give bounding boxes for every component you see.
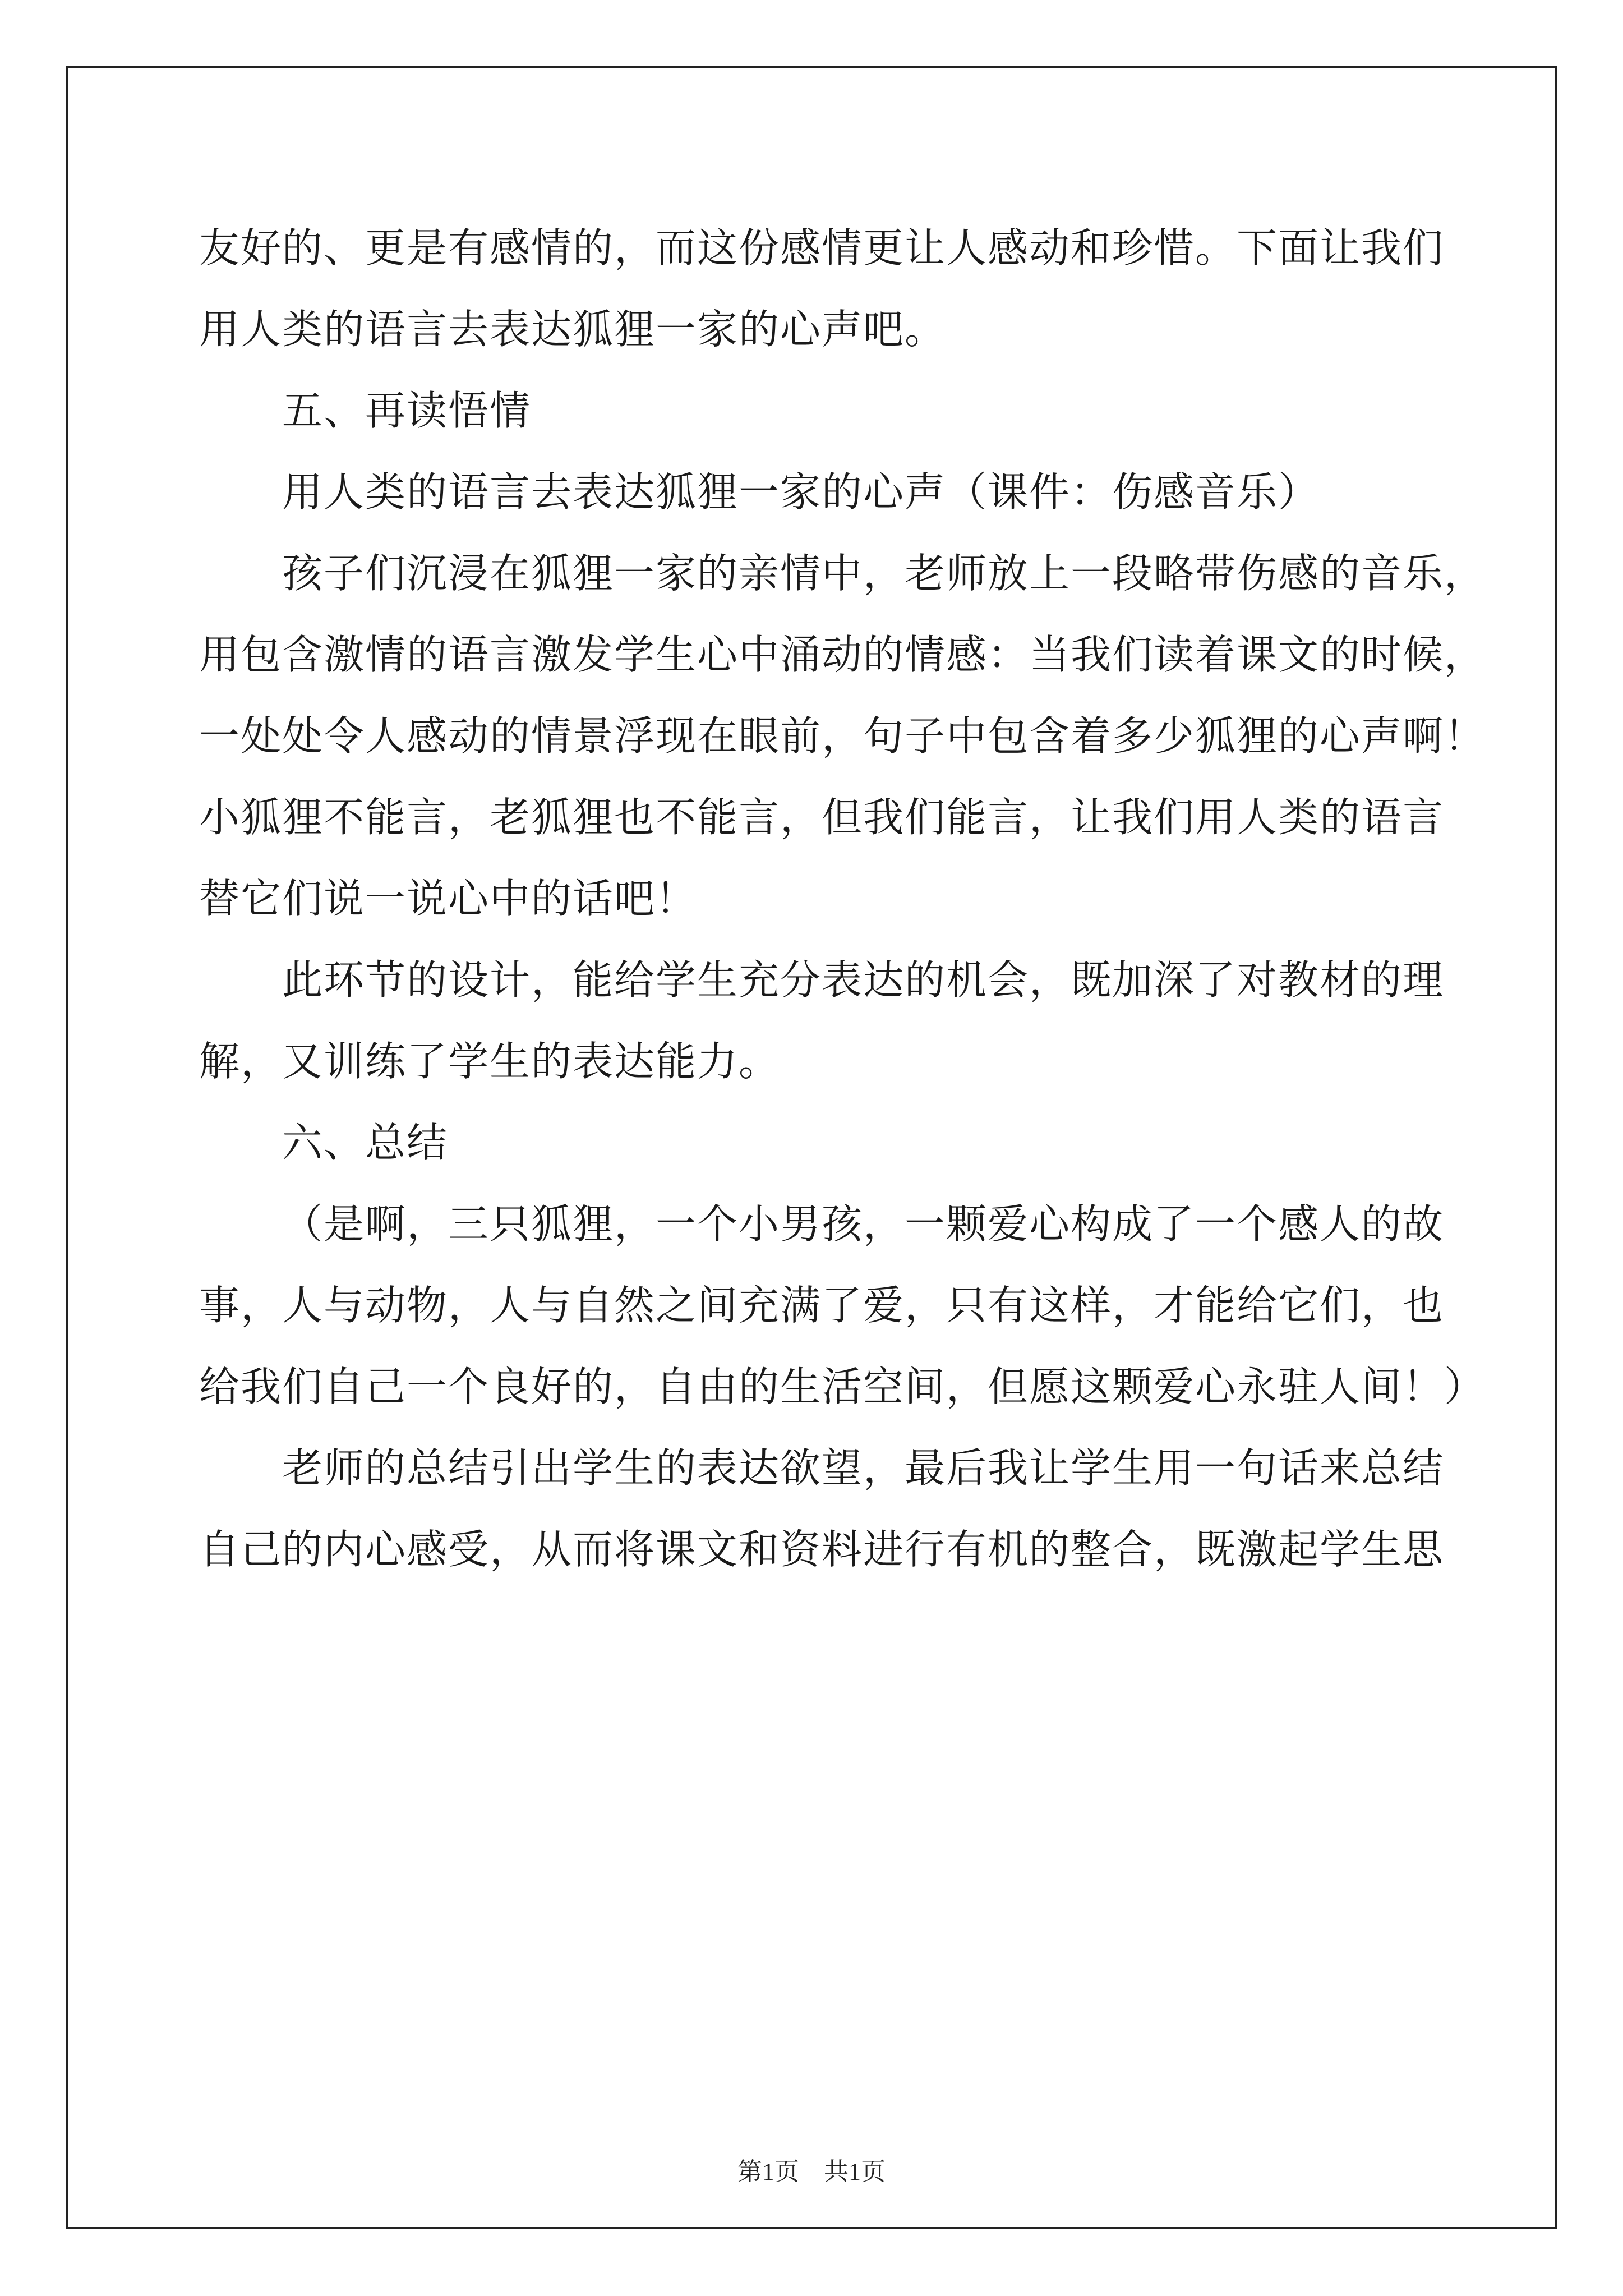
text-line: 老师的总结引出学生的表达欲望，最后我让学生用一句话来总结	[282, 1444, 1445, 1492]
text-line: 给我们自己一个良好的，自由的生活空间，但愿这颗爱心永驻人间！）	[199, 1363, 1486, 1410]
text-line: 替它们说一说心中的话吧！	[199, 875, 698, 922]
text-line: 用人类的语言去表达狐狸一家的心声（课件：伤感音乐）	[282, 468, 1320, 516]
section-heading: 六、总结	[282, 1119, 449, 1166]
text-line: 自己的内心感受，从而将课文和资料进行有机的整合，既激起学生思	[199, 1526, 1445, 1573]
text-line: 小狐狸不能言，老狐狸也不能言，但我们能言，让我们用人类的语言	[199, 794, 1445, 841]
text-line: 此环节的设计，能给学生充分表达的机会，既加深了对教材的理	[282, 956, 1445, 1004]
text-line: 用包含激情的语言激发学生心中涌动的情感：当我们读着课文的时候，	[199, 631, 1486, 678]
text-line: 友好的、更是有感情的，而这份感情更让人感动和珍惜。下面让我们	[199, 224, 1445, 272]
document-body	[199, 208, 1486, 1590]
text-line: 一处处令人感动的情景浮现在眼前，句子中包含着多少狐狸的心声啊！	[199, 712, 1486, 760]
text-line: 解，又训练了学生的表达能力。	[199, 1038, 781, 1085]
text-line: 用人类的语言去表达狐狸一家的心声吧。	[199, 306, 947, 353]
text-line: 事，人与动物，人与自然之间充满了爱，只有这样，才能给它们，也	[199, 1282, 1445, 1329]
section-heading: 五、再读悟情	[282, 387, 532, 434]
text-line: 孩子们沉浸在狐狸一家的亲情中，老师放上一段略带伤感的音乐，	[282, 550, 1486, 597]
text-line: （是啊，三只狐狸，一个小男孩，一颗爱心构成了一个感人的故	[282, 1200, 1445, 1248]
page-number-footer: 第1页 共1页	[737, 2158, 886, 2185]
